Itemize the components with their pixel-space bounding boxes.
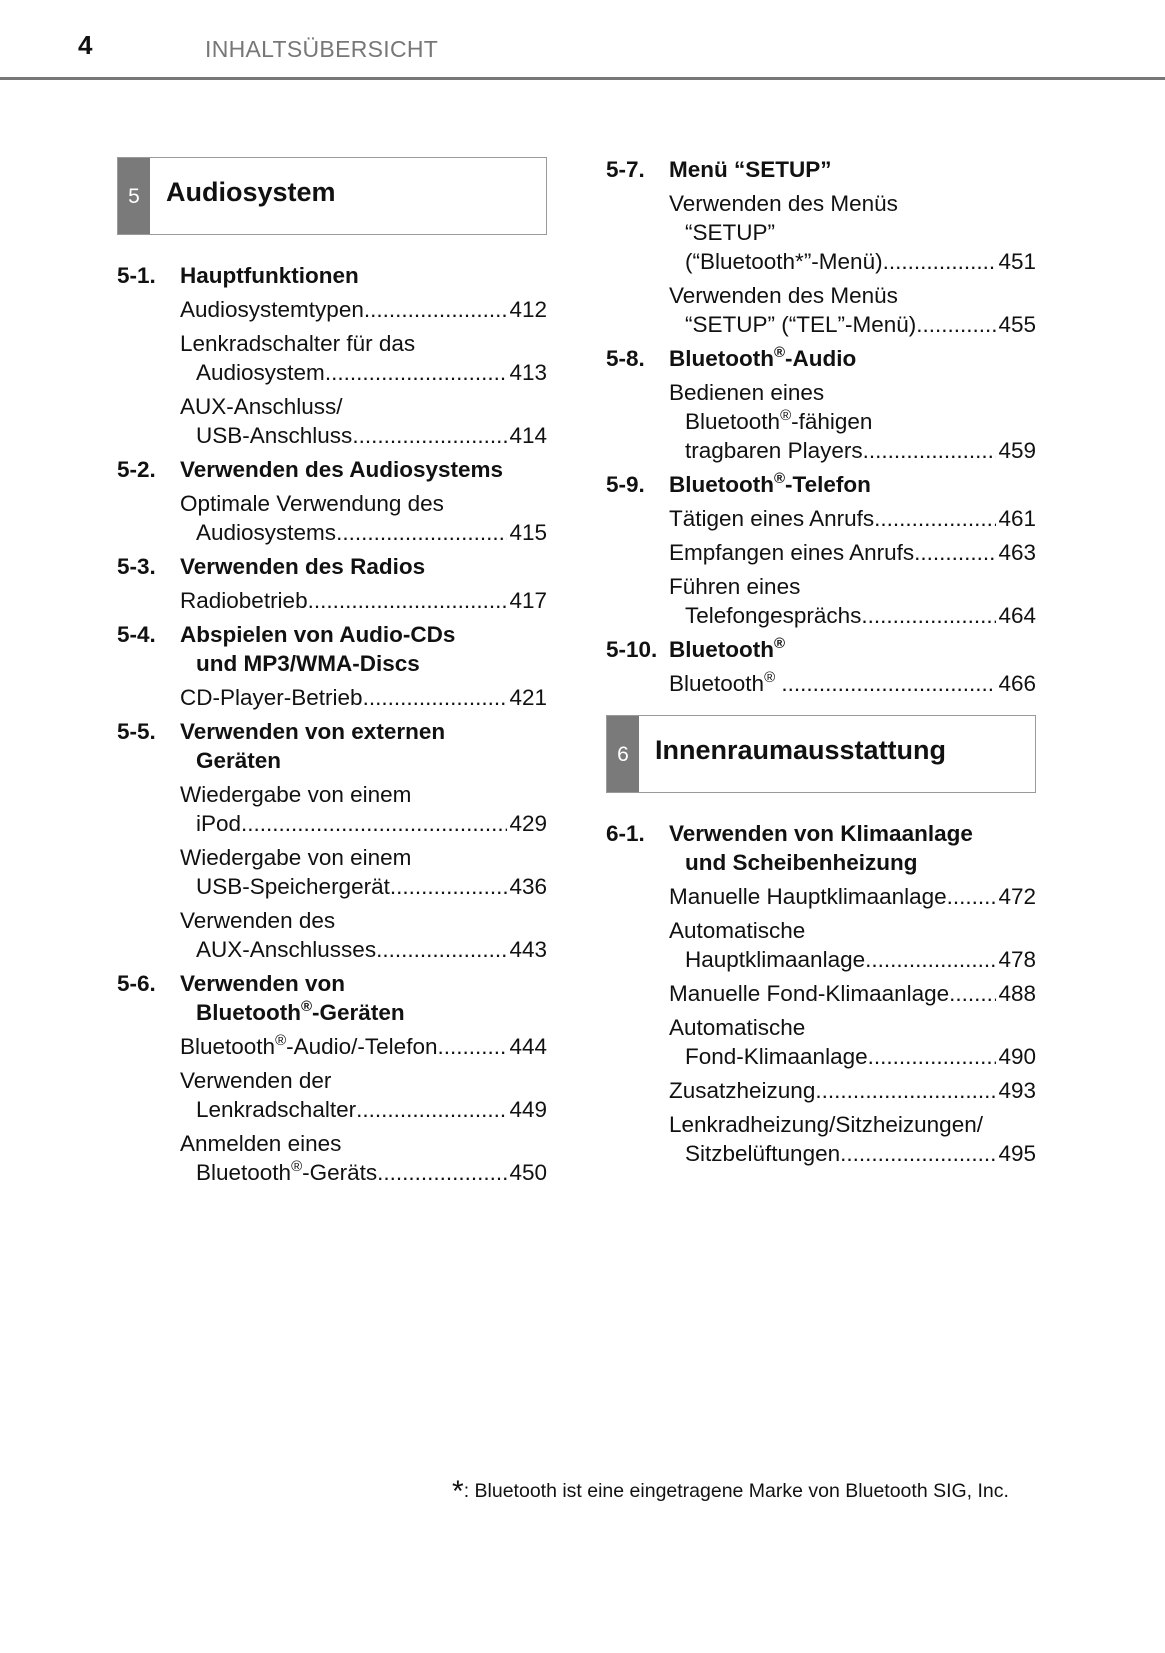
toc-column-left (117, 157, 547, 1187)
page-ref: 493 (998, 1078, 1036, 1103)
section-5-10[interactable]: 5-10. Bluetooth® (606, 635, 786, 662)
page-ref: 451 (998, 249, 1036, 274)
section-5-1[interactable] (117, 261, 547, 290)
page-ref: 488 (998, 981, 1036, 1006)
toc-entry[interactable]: Anmelden eines Bluetooth®-Geräts ..... 450 (180, 1129, 547, 1187)
registered-mark: ® (275, 1032, 287, 1049)
toc-entry[interactable]: Tätigen eines Anrufs ..... 461 (669, 504, 1036, 533)
toc-entry[interactable]: Optimale Verwendung des Audiosystems ..... 415 (180, 489, 547, 547)
registered-mark: ® (764, 669, 776, 686)
page-ref: 495 (998, 1141, 1036, 1166)
section-5-7[interactable]: 5-7. Menü “SETUP” (606, 157, 832, 182)
toc-entry[interactable]: Wiedergabe von einem iPod ..... 429 (180, 780, 547, 838)
section-5-8[interactable]: 5-8. Bluetooth®-Audio (606, 344, 857, 371)
page-ref: 443 (509, 937, 547, 962)
page-ref: 444 (509, 1034, 547, 1059)
toc-entry[interactable]: Verwenden der Lenkradschalter ..... 449 (180, 1066, 547, 1124)
page-ref: 472 (998, 884, 1036, 909)
toc-entry[interactable]: Wiedergabe von einem USB-Speichergerät ..... 436 (180, 843, 547, 901)
toc-entry[interactable]: Führen eines Telefongesprächs ..... 464 (669, 572, 1036, 630)
chapter-title: Innenraumausstattung (655, 735, 947, 765)
footnote (452, 1475, 1009, 1509)
toc-entry[interactable]: Empfangen eines Anrufs ..... 463 (669, 538, 1036, 567)
toc-entry[interactable]: Zusatzheizung ..... 493 (669, 1076, 1036, 1105)
toc-entry[interactable]: Verwenden des AUX-Anschlusses ..... 443 (180, 906, 547, 964)
chapter-5-box (117, 157, 547, 235)
registered-mark: ® (773, 635, 786, 652)
page-header (0, 0, 1165, 80)
toc-entry[interactable]: AUX-Anschluss/ USB-Anschluss ..... 414 (180, 392, 547, 450)
registered-mark: ® (300, 998, 313, 1015)
registered-mark: ® (291, 1158, 303, 1175)
toc-entry[interactable]: Manuelle Fond-Klimaanlage ..... 488 (669, 979, 1036, 1008)
section-5-4[interactable]: 5-4. Abspielen von Audio-CDs und MP3/WMA-Discs (117, 622, 456, 676)
page-ref: 463 (998, 540, 1036, 565)
header-divider (0, 77, 1165, 80)
toc-entry[interactable]: Manuelle Hauptklimaanlage ..... 472 (669, 882, 1036, 911)
toc-entry[interactable]: Lenkradheizung/Sitzheizungen/ Sitzbelüftungen ..... 495 (669, 1110, 1036, 1168)
page-ref: 459 (998, 438, 1036, 463)
page-ref: 449 (509, 1097, 547, 1122)
page-ref: 414 (509, 423, 547, 448)
page-ref: 415 (509, 520, 547, 545)
toc-column-right (606, 150, 1036, 1168)
page-ref: 455 (998, 312, 1036, 337)
page-number: 4 (78, 30, 93, 60)
section-5-9[interactable]: 5-9. Bluetooth®-Telefon (606, 470, 871, 497)
footnote-text: : Bluetooth ist eine eingetragene Marke von Bluetooth SIG, Inc. (463, 1480, 1009, 1502)
page-ref: 413 (509, 360, 547, 385)
section-6-1[interactable]: 6-1. Verwenden von Klimaanlage und Scheibenheizung (606, 821, 973, 875)
toc-entry[interactable]: Lenkradschalter für das Audiosystem ..... 413 (180, 329, 547, 387)
page-title: INHALTSÜBERSICHT (205, 36, 439, 62)
section-5-2[interactable]: 5-2. Verwenden des Audiosystems (117, 457, 504, 482)
section-title: Hauptfunktionen (180, 263, 359, 288)
page-ref: 421 (509, 685, 547, 710)
registered-mark: ® (773, 470, 786, 487)
toc-entry[interactable]: Bluetooth® ..... 466 (669, 669, 1036, 698)
chapter-number: 6 (607, 716, 639, 792)
registered-mark: ® (773, 344, 786, 361)
section-5-6[interactable]: 5-6. Verwenden von Bluetooth®-Geräten (117, 971, 405, 1025)
footnote-marker: * (452, 1475, 464, 1508)
toc-entry[interactable]: Automatische Hauptklimaanlage ..... 478 (669, 916, 1036, 974)
section-number: 5-1. (117, 263, 156, 288)
toc-entry[interactable]: Automatische Fond-Klimaanlage ..... 490 (669, 1013, 1036, 1071)
page-ref: 417 (509, 588, 547, 613)
page-ref: 436 (509, 874, 547, 899)
toc-entry[interactable]: Verwenden des Menüs “SETUP” (“Bluetooth*”-Menü) ..... 451 (669, 189, 1036, 276)
page-ref: 466 (998, 671, 1036, 696)
page-ref: 429 (509, 811, 547, 836)
page-ref: 478 (998, 947, 1036, 972)
toc-entry[interactable]: Audiosystemtypen ..... 412 (180, 295, 547, 324)
page-ref: 464 (998, 603, 1036, 628)
toc-entry[interactable]: CD-Player-Betrieb ..... 421 (180, 683, 547, 712)
chapter-6-box (606, 715, 1036, 793)
chapter-number: 5 (118, 158, 150, 234)
section-5-3[interactable]: 5-3. Verwenden des Radios (117, 554, 426, 579)
page-ref: 490 (998, 1044, 1036, 1069)
toc-entry[interactable]: Bedienen eines Bluetooth®-fähigen tragbaren Players ..... 459 (669, 378, 1036, 465)
page-ref: 450 (509, 1160, 547, 1185)
registered-mark: ® (780, 407, 792, 424)
toc-entry[interactable]: Radiobetrieb ..... 417 (180, 586, 547, 615)
toc-entry[interactable]: Verwenden des Menüs “SETUP” (“TEL”-Menü) ..... 455 (669, 281, 1036, 339)
page-ref: 461 (998, 506, 1036, 531)
toc-entry[interactable]: Bluetooth®-Audio/-Telefon ..... 444 (180, 1032, 547, 1061)
chapter-title: Audiosystem (166, 177, 336, 207)
page-ref: 412 (509, 297, 547, 322)
section-5-5[interactable]: 5-5. Verwenden von externen Geräten (117, 719, 446, 773)
